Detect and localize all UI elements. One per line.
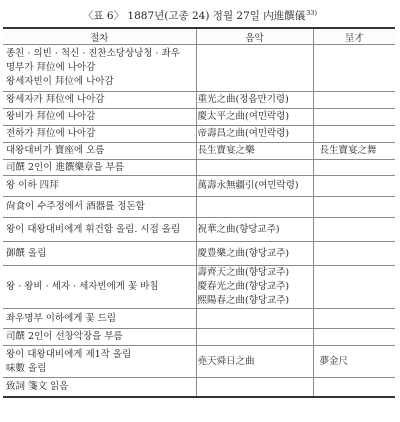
step-cell-line: 왕 이하 四拜 bbox=[6, 180, 59, 191]
header-step: 절차 bbox=[3, 28, 196, 45]
table-row bbox=[3, 176, 395, 197]
props-cell bbox=[313, 197, 395, 218]
props-cell bbox=[313, 378, 395, 397]
music-cell-line: 重光之曲(정읍만기령) bbox=[197, 94, 289, 105]
header-props: 呈才 bbox=[313, 28, 395, 45]
step-cell bbox=[3, 143, 196, 160]
step-cell bbox=[3, 242, 196, 266]
music-cell-line: 慶太平之曲(여민락령) bbox=[197, 111, 290, 122]
props-cell bbox=[313, 242, 395, 266]
step-cell-line: 致詞 箋文 읽음 bbox=[6, 380, 69, 392]
step-cell bbox=[3, 160, 196, 176]
music-cell bbox=[196, 126, 313, 143]
table-row bbox=[3, 218, 395, 242]
table-row bbox=[3, 197, 395, 218]
table-row bbox=[3, 143, 395, 160]
props-cell bbox=[313, 126, 395, 143]
step-cell-line: 御饌 올림 bbox=[6, 247, 47, 259]
props-cell bbox=[313, 109, 395, 126]
step-cell-line: 종친 · 의빈 · 척신 · 진찬소당상낭청 · 좌우 bbox=[6, 48, 180, 59]
props-cell bbox=[313, 176, 395, 197]
music-cell bbox=[196, 309, 313, 329]
step-cell bbox=[3, 176, 196, 197]
music-cell bbox=[196, 160, 313, 176]
music-cell-line: 長生寶宴之樂 bbox=[197, 145, 255, 156]
table-body bbox=[3, 45, 395, 397]
music-cell bbox=[196, 378, 313, 397]
props-cell bbox=[313, 309, 395, 329]
step-cell bbox=[3, 309, 196, 329]
table-row bbox=[3, 242, 395, 266]
procedure-table bbox=[3, 27, 395, 398]
step-cell-line: 司饌 2인이 進饌樂章을 부름 bbox=[6, 161, 124, 173]
step-cell-line: 좌우명부 이하에게 꽃 드림 bbox=[6, 312, 117, 324]
step-cell bbox=[3, 197, 196, 218]
table-row bbox=[3, 109, 395, 126]
step-cell-line: 왕세자빈이 拜位에 나아감 bbox=[6, 76, 114, 87]
step-cell-line: 味數 올림 bbox=[6, 362, 47, 374]
music-cell bbox=[196, 266, 313, 309]
music-cell-line: 慶春光之曲(향당교주) bbox=[197, 281, 290, 292]
table-caption bbox=[0, 2, 400, 24]
table-row bbox=[3, 92, 395, 109]
table-row bbox=[3, 346, 395, 378]
music-cell-line: 慶豊樂之曲(향당교주) bbox=[197, 247, 290, 259]
music-cell bbox=[196, 218, 313, 242]
step-cell-line: 왕세자가 拜位에 나아감 bbox=[6, 94, 105, 105]
music-cell-line: 堯天舜日之曲 bbox=[197, 355, 255, 367]
music-cell bbox=[196, 109, 313, 126]
props-cell-line: 長生寶宴之舞 bbox=[319, 145, 377, 156]
props-cell bbox=[313, 266, 395, 309]
music-cell bbox=[196, 197, 313, 218]
table-row bbox=[3, 309, 395, 329]
table-row bbox=[3, 266, 395, 309]
music-cell bbox=[196, 92, 313, 109]
music-cell bbox=[196, 143, 313, 160]
step-cell-line: 명부가 拜位에 나아감 bbox=[6, 62, 96, 73]
props-cell bbox=[313, 92, 395, 109]
header-music: 음악 bbox=[196, 28, 313, 45]
step-cell bbox=[3, 346, 196, 378]
music-cell bbox=[196, 45, 313, 92]
table-row bbox=[3, 160, 395, 176]
step-cell-line: 司饌 2인이 선창악장을 부름 bbox=[6, 331, 123, 342]
music-cell bbox=[196, 242, 313, 266]
props-cell bbox=[313, 329, 395, 346]
step-cell bbox=[3, 378, 196, 397]
props-cell-line: 夢金尺 bbox=[319, 355, 349, 367]
table-row bbox=[3, 45, 395, 92]
step-cell bbox=[3, 329, 196, 346]
step-cell bbox=[3, 218, 196, 242]
table-row bbox=[3, 329, 395, 346]
music-cell-line: 祝華之曲(향당교주) bbox=[197, 223, 280, 235]
music-cell-line: 帝壽昌之曲(여민락령) bbox=[197, 128, 290, 139]
table-row bbox=[3, 378, 395, 397]
table-header bbox=[3, 28, 395, 45]
music-cell-line: 壽齊天之曲(향당교주) bbox=[197, 267, 290, 278]
footnote-ref: 33) bbox=[306, 9, 318, 17]
step-cell bbox=[3, 92, 196, 109]
step-cell-line: 전하가 拜位에 나아감 bbox=[6, 128, 96, 139]
table-row bbox=[3, 126, 395, 143]
step-cell-line: 왕이 대왕대비에게 제1작 올림 bbox=[6, 348, 132, 360]
props-cell bbox=[313, 346, 395, 378]
step-cell bbox=[3, 126, 196, 143]
header-row bbox=[3, 28, 395, 45]
props-cell bbox=[313, 45, 395, 92]
music-cell-line: 熙陽春之曲(향당교주) bbox=[197, 295, 290, 306]
music-cell bbox=[196, 176, 313, 197]
step-cell-line: 왕비가 拜位에 나아감 bbox=[6, 111, 96, 122]
step-cell bbox=[3, 109, 196, 126]
props-cell bbox=[313, 160, 395, 176]
step-cell-line: 尙食이 수주정에서 酒器를 정돈함 bbox=[6, 201, 145, 212]
music-cell bbox=[196, 329, 313, 346]
step-cell-line: 왕 · 왕비 · 세자 · 세자빈에게 꽃 바침 bbox=[6, 281, 159, 292]
props-cell bbox=[313, 143, 395, 160]
step-cell bbox=[3, 45, 196, 92]
step-cell-line: 왕이 대왕대비에게 휘건함 올림. 시접 올림 bbox=[6, 223, 181, 235]
music-cell bbox=[196, 346, 313, 378]
step-cell-line: 대왕대비가 寶座에 오름 bbox=[6, 145, 105, 156]
music-cell-line: 萬壽永無疆引(여민락령) bbox=[197, 180, 299, 191]
props-cell bbox=[313, 218, 395, 242]
table-title: 〈표 6〉 1887년(고종 24) 정월 27일 内進饌儀 bbox=[82, 10, 306, 22]
step-cell bbox=[3, 266, 196, 309]
